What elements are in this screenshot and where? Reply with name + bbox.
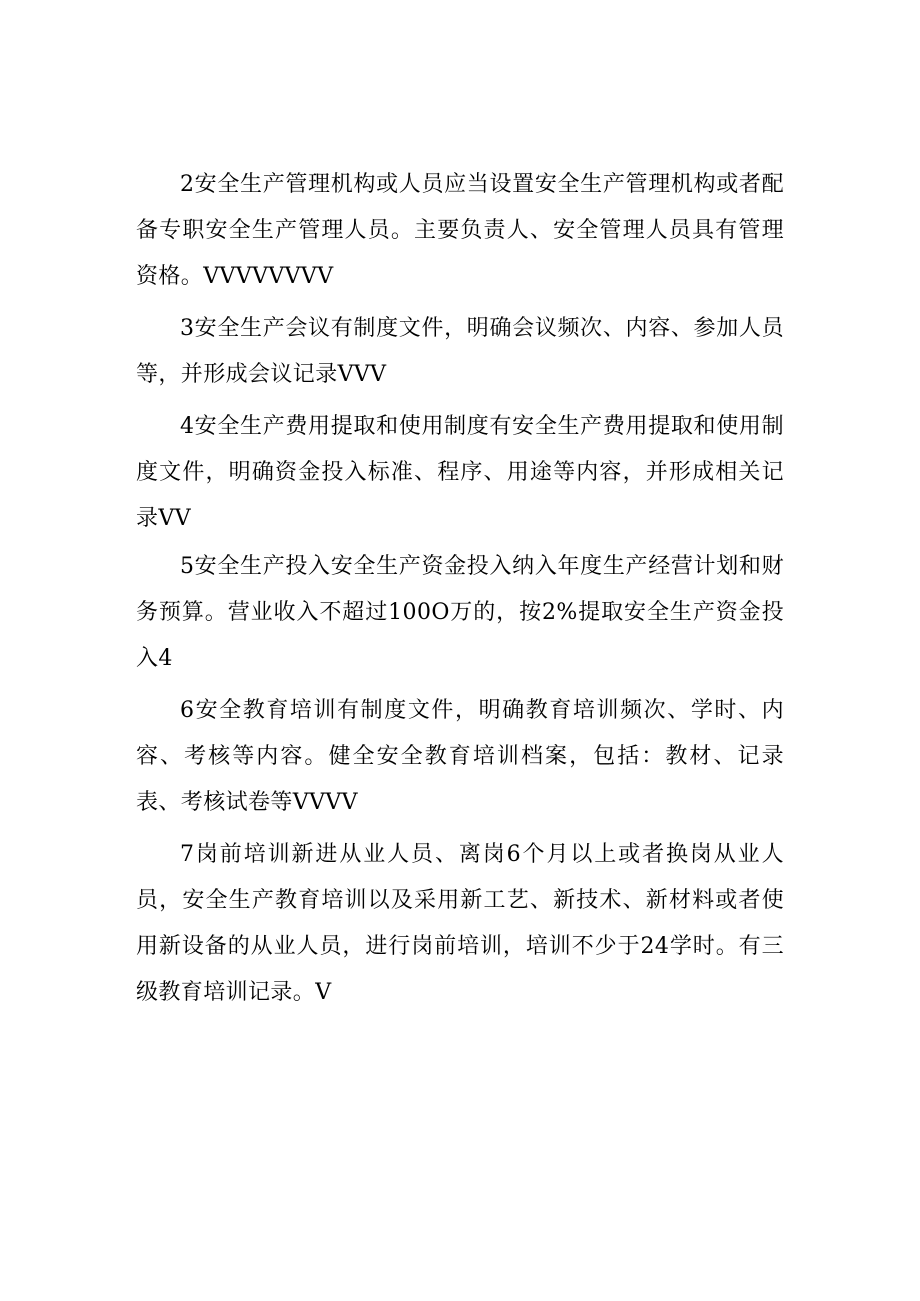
paragraph-7-pre-job-training: 7岗前培训新进从业人员、离岗6个月以上或者换岗从业人员，安全生产教育培训以及采用新工艺、新技术、新材料或者使用新设备的从业人员，进行岗前培训，培训不少于24学时。有三级教育培训记录。V [136,842,784,1005]
paragraph-4-safety-expense: 4安全生产费用提取和使用制度有安全生产费用提取和使用制度文件，明确资金投入标准、程序、用途等内容，并形成相关记录VV [136,414,784,531]
paragraph-3-safety-meeting: 3安全生产会议有制度文件，明确会议频次、内容、参加人员等，并形成会议记录VVV [136,316,784,387]
paragraph-6-safety-training: 6安全教育培训有制度文件，明确教育培训频次、学时、内容、考核等内容。健全安全教育培训档案，包括：教材、记录表、考核试卷等VVVV [136,698,784,815]
document-body [136,162,784,1022]
paragraph-5-safety-investment: 5安全生产投入安全生产资金投入纳入年度生产经营计划和财务预算。营业收入不超过100O万的，按2%提取安全生产资金投入4 [136,554,784,671]
paragraph-2-management-organization: 2安全生产管理机构或人员应当设置安全生产管理机构或者配备专职安全生产管理人员。主要负责人、安全管理人员具有管理资格。VVVVVVVV [136,172,784,289]
